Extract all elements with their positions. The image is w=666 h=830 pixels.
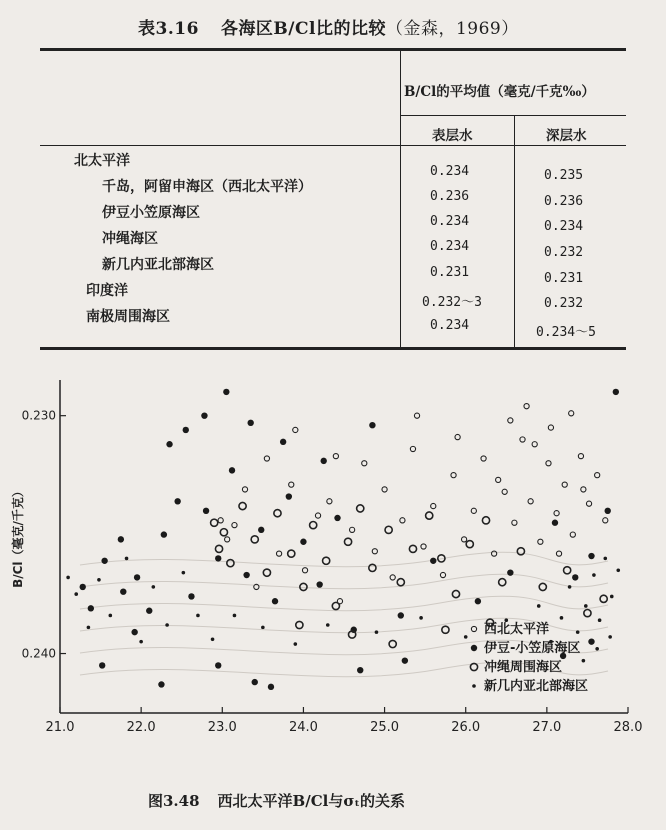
data-point <box>409 545 416 552</box>
header-surface-water: 表层水 <box>432 128 473 144</box>
data-point <box>161 531 167 537</box>
data-point <box>225 537 230 542</box>
data-point <box>288 550 295 557</box>
data-point <box>517 548 524 555</box>
surface-value: 0.234 <box>430 164 470 179</box>
data-point <box>556 551 561 556</box>
data-point <box>80 584 86 590</box>
header-deep-water: 深层水 <box>546 128 587 144</box>
deep-value: 0.236 <box>544 194 584 209</box>
data-point <box>125 557 129 561</box>
data-point <box>134 574 140 580</box>
surface-value: 0.234 <box>430 214 470 229</box>
data-point <box>389 640 396 647</box>
data-point <box>333 454 338 459</box>
data-point <box>229 467 235 473</box>
data-point <box>570 532 575 537</box>
data-point <box>613 389 619 395</box>
data-point <box>146 608 152 614</box>
data-point <box>548 425 553 430</box>
legend-marker <box>470 663 477 670</box>
data-point <box>369 422 375 428</box>
data-point <box>499 579 506 586</box>
data-point <box>158 681 164 687</box>
x-tick-label: 28.0 <box>613 720 643 735</box>
legend-marker <box>471 626 476 631</box>
table-divider-1 <box>400 50 401 347</box>
row-label: 千岛，阿留申海区（西北太平洋） <box>102 179 312 195</box>
x-tick-label: 24.0 <box>288 720 318 735</box>
legend-marker <box>471 645 477 651</box>
data-point <box>182 571 186 575</box>
data-point <box>66 576 70 580</box>
data-point <box>252 679 258 685</box>
data-point <box>215 662 221 668</box>
data-point <box>568 585 572 589</box>
data-point <box>397 579 404 586</box>
data-point <box>203 508 209 514</box>
table-title-text: 各海区B/Cl比的比较 <box>220 19 386 39</box>
data-point <box>326 623 330 627</box>
data-point <box>87 626 91 630</box>
data-point <box>174 498 180 504</box>
data-point <box>552 520 558 526</box>
data-point <box>74 592 78 596</box>
row-label: 南极周围海区 <box>86 309 170 325</box>
data-point <box>294 642 298 646</box>
table-title-number: 表3.16 <box>138 19 199 39</box>
background-contour <box>80 574 608 588</box>
y-tick-label: 0.240 <box>21 646 56 661</box>
data-point <box>350 527 355 532</box>
data-point <box>496 477 501 482</box>
data-point <box>369 564 376 571</box>
data-point <box>572 574 578 580</box>
table-top-rule <box>40 48 626 51</box>
x-tick-label: 25.0 <box>370 720 400 735</box>
data-point <box>595 473 600 478</box>
data-point <box>502 489 507 494</box>
data-point <box>239 502 246 509</box>
data-point <box>560 616 564 620</box>
data-point <box>327 499 332 504</box>
data-point <box>539 583 546 590</box>
header-average-value: B/Cl的平均值（毫克/千克‰） <box>404 84 595 100</box>
data-point <box>524 404 529 409</box>
data-point <box>120 588 126 594</box>
table-divider-2 <box>514 115 515 347</box>
data-point <box>455 434 460 439</box>
data-point <box>118 536 124 542</box>
data-point <box>242 487 247 492</box>
legend-label: 冲绳周围海区 <box>484 660 563 675</box>
data-point <box>442 626 449 633</box>
data-point <box>507 569 513 575</box>
data-point <box>414 413 419 418</box>
table-title-source: （金森，1969） <box>385 19 519 39</box>
data-point <box>268 684 274 690</box>
data-point <box>385 526 392 533</box>
data-point <box>201 412 207 418</box>
data-point <box>315 513 320 518</box>
data-point <box>227 560 234 567</box>
data-point <box>334 515 340 521</box>
data-point <box>196 614 200 618</box>
data-point <box>188 593 194 599</box>
data-point <box>598 618 602 622</box>
x-tick-label: 26.0 <box>451 720 481 735</box>
data-point <box>264 456 269 461</box>
data-point <box>419 616 423 620</box>
data-point <box>586 501 591 506</box>
surface-value: 0.236 <box>430 189 470 204</box>
data-point <box>512 520 517 525</box>
row-label: 伊豆小笠原海区 <box>102 205 200 221</box>
data-point <box>97 578 101 582</box>
data-point <box>440 572 445 577</box>
data-point <box>152 585 156 589</box>
row-label: 印度洋 <box>86 283 128 299</box>
data-point <box>251 536 258 543</box>
table-subheader-rule <box>40 145 626 146</box>
data-point <box>461 537 466 542</box>
data-point <box>357 505 364 512</box>
data-point <box>215 555 221 561</box>
x-tick-label: 23.0 <box>207 720 237 735</box>
legend-label: 新几内亚北部海区 <box>484 679 589 694</box>
data-point <box>608 635 612 639</box>
data-point <box>537 604 541 608</box>
data-point <box>546 461 551 466</box>
data-point <box>258 527 264 533</box>
data-point <box>581 487 586 492</box>
data-point <box>344 538 351 545</box>
data-point <box>538 539 543 544</box>
legend-marker <box>472 684 476 688</box>
data-point <box>564 567 571 574</box>
data-point <box>464 635 468 639</box>
data-point <box>166 441 172 447</box>
chart-svg <box>0 360 666 780</box>
data-point <box>508 418 513 423</box>
data-point <box>466 541 473 548</box>
x-tick-label: 27.0 <box>532 720 562 735</box>
data-point <box>390 575 395 580</box>
data-point <box>101 558 107 564</box>
caption-label: 图3.48 <box>148 792 200 810</box>
legend-label: 西北太平洋 <box>484 622 550 637</box>
data-point <box>316 581 322 587</box>
data-point <box>165 623 169 627</box>
surface-value: 0.232～3 <box>422 295 482 310</box>
data-point <box>605 508 611 514</box>
deep-value: 0.232 <box>544 296 584 311</box>
data-point <box>280 439 286 445</box>
data-point <box>528 499 533 504</box>
y-axis-label: B/Cl（毫克/千克） <box>11 485 25 588</box>
data-table <box>0 0 666 360</box>
x-tick-label: 22.0 <box>126 720 156 735</box>
deep-value: 0.234 <box>544 219 584 234</box>
data-point <box>300 583 307 590</box>
deep-value: 0.235 <box>544 168 584 183</box>
data-point <box>276 551 281 556</box>
chart-legend <box>470 621 588 694</box>
data-point <box>610 595 614 599</box>
data-point <box>243 572 249 578</box>
data-point <box>576 630 580 634</box>
data-point <box>302 568 307 573</box>
data-point <box>578 454 583 459</box>
deep-value: 0.234～5 <box>536 325 596 340</box>
data-point <box>595 647 599 651</box>
data-point <box>452 590 459 597</box>
data-point <box>481 456 486 461</box>
data-point <box>223 389 229 395</box>
background-contour <box>80 552 608 566</box>
data-point <box>139 640 143 644</box>
deep-value: 0.232 <box>544 245 584 260</box>
data-point <box>492 551 497 556</box>
data-point <box>131 629 137 635</box>
table-header-rule <box>400 115 626 116</box>
data-point <box>183 427 189 433</box>
data-point <box>588 553 594 559</box>
figure-caption <box>148 790 405 811</box>
data-point <box>616 568 620 572</box>
data-point <box>431 503 436 508</box>
table-bottom-rule <box>40 347 626 350</box>
scatter-chart <box>0 360 666 780</box>
data-point <box>398 612 404 618</box>
data-point <box>426 512 433 519</box>
y-tick-label: 0.230 <box>21 408 56 423</box>
data-point <box>400 518 405 523</box>
data-point <box>323 557 330 564</box>
data-point <box>211 637 215 641</box>
data-point <box>475 598 481 604</box>
data-point <box>410 446 415 451</box>
data-point <box>215 545 222 552</box>
data-point <box>592 573 596 577</box>
data-point <box>274 510 281 517</box>
surface-value: 0.231 <box>430 265 470 280</box>
data-point <box>332 602 339 609</box>
data-point <box>372 549 377 554</box>
data-point <box>584 604 588 608</box>
data-point <box>584 610 591 617</box>
data-point <box>310 521 317 528</box>
data-point <box>569 411 574 416</box>
x-tick-label: 21.0 <box>45 720 75 735</box>
row-label: 冲绳海区 <box>102 231 158 247</box>
data-point <box>471 508 476 513</box>
data-point <box>430 558 436 564</box>
data-point <box>362 461 367 466</box>
data-point <box>289 482 294 487</box>
data-point <box>247 420 253 426</box>
data-point <box>357 667 363 673</box>
data-point <box>109 614 113 618</box>
row-label: 新几内亚北部海区 <box>102 257 214 273</box>
data-point <box>88 605 94 611</box>
caption-text: 西北太平洋B/Cl与σₜ的关系 <box>217 792 405 810</box>
data-point <box>532 442 537 447</box>
data-point <box>233 614 237 618</box>
data-point <box>211 519 218 526</box>
table-title <box>138 14 519 39</box>
data-point <box>588 638 594 644</box>
data-point <box>482 517 489 524</box>
data-point <box>600 595 607 602</box>
data-point <box>99 662 105 668</box>
legend-label: 伊豆-小笠原海区 <box>484 641 581 656</box>
data-point <box>382 487 387 492</box>
data-point <box>286 493 292 499</box>
data-point <box>562 482 567 487</box>
surface-value: 0.234 <box>430 318 470 333</box>
data-point <box>603 518 608 523</box>
deep-value: 0.231 <box>544 271 584 286</box>
data-point <box>272 598 278 604</box>
data-point <box>451 473 456 478</box>
data-point <box>296 621 303 628</box>
data-point <box>261 626 265 630</box>
data-point <box>582 659 586 663</box>
data-point <box>554 511 559 516</box>
data-point <box>300 539 306 545</box>
data-point <box>293 427 298 432</box>
background-contour <box>80 596 608 610</box>
data-point <box>603 557 607 561</box>
data-point <box>421 544 426 549</box>
data-point <box>220 529 227 536</box>
surface-value: 0.234 <box>430 239 470 254</box>
data-point <box>232 522 237 527</box>
data-point <box>218 518 223 523</box>
data-point <box>375 630 379 634</box>
data-point <box>321 458 327 464</box>
data-point <box>520 437 525 442</box>
data-point <box>263 569 270 576</box>
data-point <box>402 657 408 663</box>
row-label: 北太平洋 <box>74 153 130 169</box>
